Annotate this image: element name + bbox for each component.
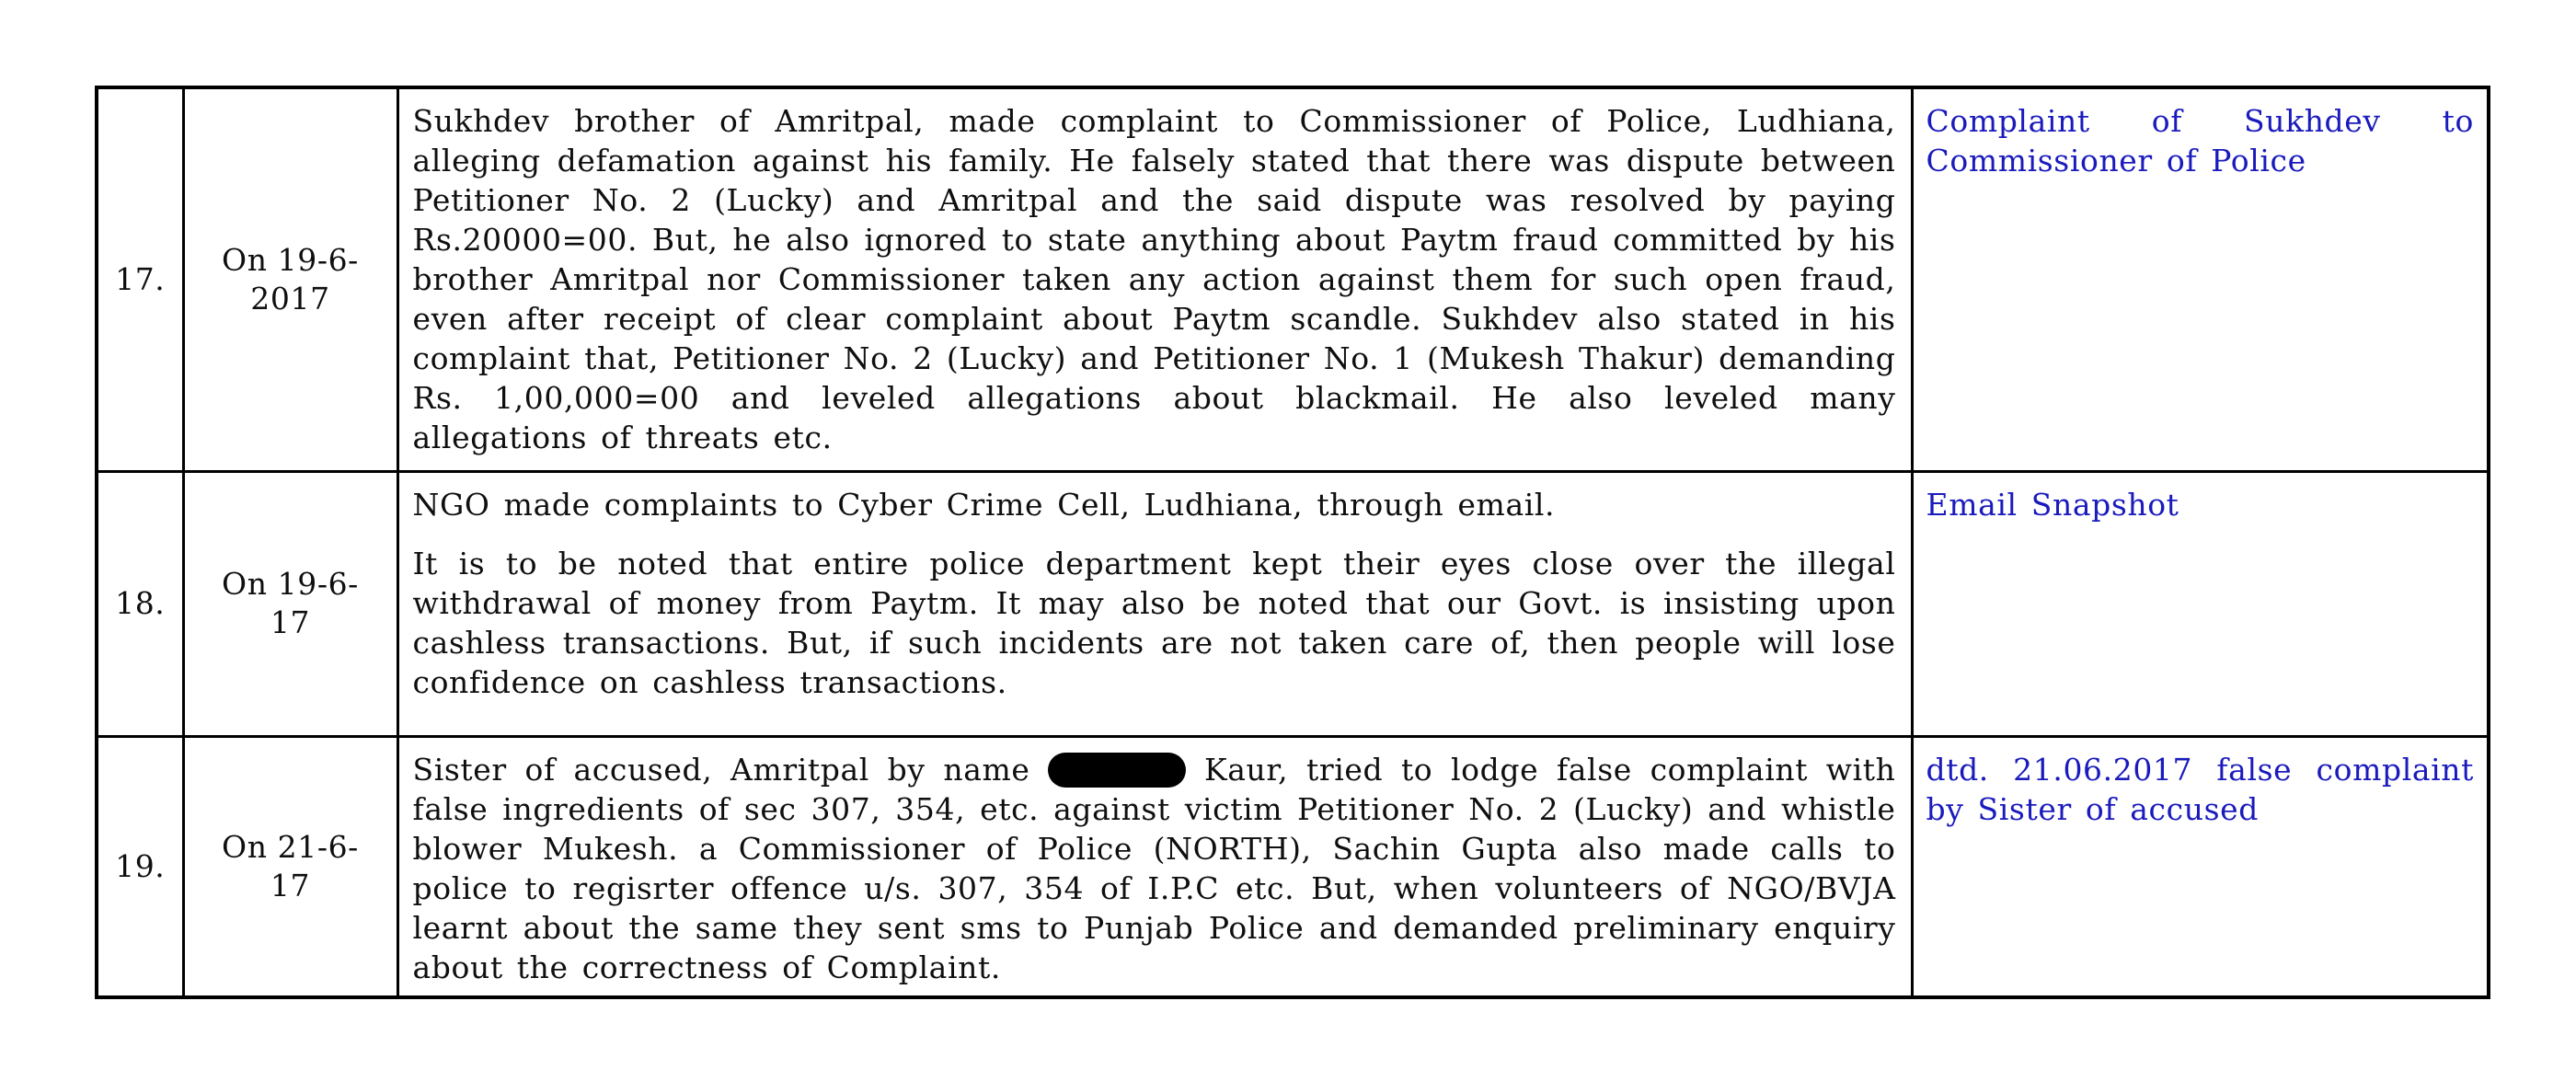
event-date: On 21-6-17	[222, 828, 359, 903]
serial-number: 18.	[115, 585, 166, 621]
description-text-after-redaction: Kaur, tried to lodge false complaint with false ingredients of sec 307, 354, etc. against victim Petitioner No. 2 (Lucky) and whistle blower Mukesh. a Commissioner of Police (NORTH), Sachin Gupta also made calls to police to regisrter offence u/s. 307, 354 of I.P.C etc. But, when volunteers of NGO/BVJA learnt about the same they sent sms to Punjab Police and demanded preliminary enquiry about the correctness of Complaint.	[412, 751, 1896, 985]
annexure-cell	[1912, 87, 2489, 471]
date-cell	[183, 736, 397, 997]
annexure-reference: dtd. 21.06.2017 false complaint by Sister of accused	[1926, 751, 2474, 827]
serial-cell	[97, 736, 183, 997]
description-cell	[397, 736, 1912, 997]
description-cell	[397, 471, 1912, 736]
redacted-name-box	[1048, 753, 1186, 788]
table-row	[97, 471, 2489, 736]
description-cell	[397, 87, 1912, 471]
table-row	[97, 736, 2489, 997]
serial-cell	[97, 471, 183, 736]
event-date: On 19-6-2017	[222, 241, 359, 316]
date-cell	[183, 471, 397, 736]
description-paragraph: Sukhdev brother of Amritpal, made complaint to Commissioner of Police, Ludhiana, alleging defamation against his family. He falsely stated that there was dispute between Petitioner No. 2 (Lucky) and Amritpal and the said dispute was resolved by paying Rs.20000=00. But, he also ignored to state anything about Paytm fraud committed by his brother Amritpal nor Commissioner taken any action against them for such open fraud, even after receipt of clear complaint about Paytm scandle. Sukhdev also stated in his complaint that, Petitioner No. 2 (Lucky) and Petitioner No. 1 (Mukesh Thakur) demanding Rs. 1,00,000=00 and leveled allegations about blackmail. He also leveled many allegations of threats etc.	[412, 103, 1896, 455]
annexure-reference: Email Snapshot	[1926, 486, 2179, 523]
annexure-cell	[1912, 736, 2489, 997]
annexure-cell	[1912, 471, 2489, 736]
serial-number: 17.	[115, 260, 166, 297]
description-paragraph: It is to be noted that entire police department kept their eyes close over the illegal withdrawal of money from Paytm. It may also be noted that our Govt. is insisting upon cashless transactions. But, if such incidents are not taken care of, then people will lose confidence on cashless transactions.	[412, 545, 1896, 700]
event-date: On 19-6-17	[222, 566, 359, 640]
case-events-table	[95, 86, 2490, 999]
annexure-reference: Complaint of Sukhdev to Commissioner of Police	[1926, 103, 2474, 178]
table-row	[97, 87, 2489, 471]
description-paragraph: NGO made complaints to Cyber Crime Cell, Ludhiana, through email.	[412, 486, 1556, 523]
description-paragraph	[413, 750, 1896, 987]
date-cell	[183, 87, 397, 471]
serial-number: 19.	[115, 847, 166, 884]
serial-cell	[97, 87, 183, 471]
description-text-before-redaction: Sister of accused, Amritpal by name	[412, 751, 1030, 788]
